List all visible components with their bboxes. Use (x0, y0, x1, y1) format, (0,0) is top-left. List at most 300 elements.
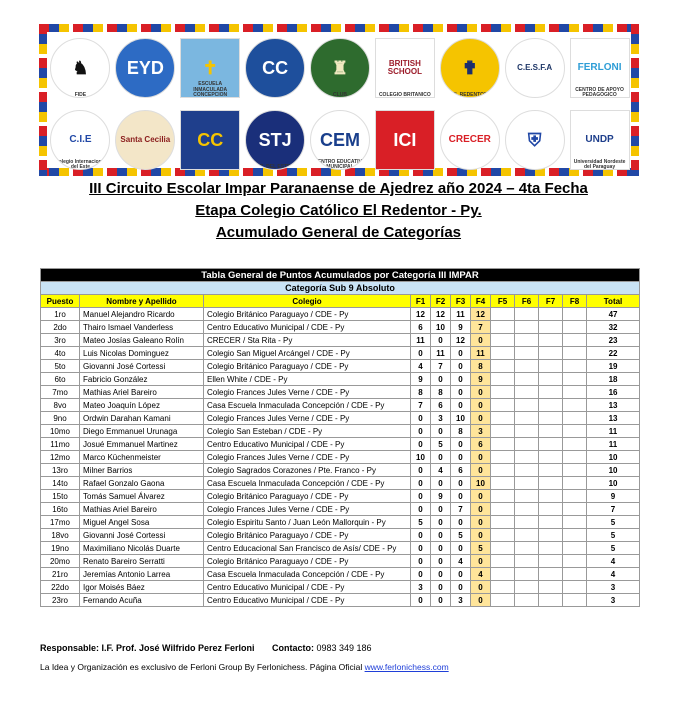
cell-school: Colegio Frances Jules Verne / CDE - Py (204, 451, 411, 464)
club-logo-caption: CLUB (333, 91, 347, 98)
cell-player-name: Diego Emmanuel Urunaga (80, 425, 204, 438)
cell-f5 (491, 516, 515, 529)
cell-f3: 0 (451, 451, 471, 464)
column-header-f2: F2 (431, 295, 451, 308)
cell-f4: 11 (471, 347, 491, 360)
cell-f1: 0 (411, 490, 431, 503)
cell-rank: 18vo (41, 529, 80, 542)
santa-rita-logo (505, 110, 565, 170)
cell-rank: 16to (41, 503, 80, 516)
cell-f7 (539, 581, 563, 594)
cell-f3: 4 (451, 555, 471, 568)
table-row (41, 399, 640, 412)
table-row (41, 386, 640, 399)
fide-logo (50, 38, 110, 98)
fide-logo-caption: FIDE (74, 91, 87, 98)
cell-total: 11 (587, 438, 640, 451)
cell-player-name: Manuel Alejandro Ricardo (80, 308, 204, 321)
sanjuan-logo (245, 110, 305, 170)
table-row (41, 321, 640, 334)
cell-f5 (491, 360, 515, 373)
cell-f6 (515, 516, 539, 529)
cem-logo-caption: CENTRO EDUCATIVO MUNICIPAL (314, 158, 366, 170)
cell-f8 (563, 347, 587, 360)
club-logo-text: ♜ (331, 57, 349, 78)
crecer-logo-text: CRECER (448, 133, 491, 145)
santa-cecilia-logo (115, 110, 175, 170)
cell-rank: 14to (41, 477, 80, 490)
cell-f6 (515, 373, 539, 386)
cell-f1: 11 (411, 334, 431, 347)
cell-f7 (539, 529, 563, 542)
cell-f5 (491, 399, 515, 412)
undp-logo (570, 110, 630, 170)
cell-total: 13 (587, 399, 640, 412)
cell-school: Ellen White / CDE - Py (204, 373, 411, 386)
cell-f3: 0 (451, 516, 471, 529)
cell-f7 (539, 477, 563, 490)
inmaculada-logo (180, 38, 240, 98)
cell-total: 47 (587, 308, 640, 321)
table-row (41, 581, 640, 594)
category-title: Acumulado General de Categorías (215, 224, 462, 241)
contacto-value: 0983 349 186 (316, 643, 372, 653)
cell-f3: 12 (451, 334, 471, 347)
cell-rank: 13ro (41, 464, 80, 477)
cell-total: 13 (587, 412, 640, 425)
eyd-logo (115, 38, 175, 98)
table-row (41, 542, 640, 555)
british-school-logo (375, 38, 435, 98)
cell-f7 (539, 386, 563, 399)
cell-f6 (515, 529, 539, 542)
cell-f1: 0 (411, 477, 431, 490)
cell-f4: 5 (471, 542, 491, 555)
british-school-logo-caption: COLEGIO BRITANICO (378, 91, 431, 98)
cell-f8 (563, 321, 587, 334)
cell-school: Centro Educativo Municipal / CDE - Py (204, 594, 411, 607)
sanjuan-logo-caption: C. DEL ESTE (259, 163, 291, 170)
british-school-logo-text: BRITISH SCHOOL (387, 58, 422, 76)
cell-f6 (515, 386, 539, 399)
cell-f6 (515, 360, 539, 373)
table-row (41, 451, 640, 464)
cell-player-name: Renato Bareiro Serratti (80, 555, 204, 568)
cell-total: 18 (587, 373, 640, 386)
cell-f1: 0 (411, 425, 431, 438)
cell-f5 (491, 386, 515, 399)
cell-f4: 0 (471, 594, 491, 607)
cell-f3: 0 (451, 581, 471, 594)
cell-school: Colegio Británico Paraguayo / CDE - Py (204, 308, 411, 321)
cell-f1: 0 (411, 542, 431, 555)
cell-f2: 11 (431, 347, 451, 360)
footer-idea (40, 662, 449, 672)
cell-f4: 0 (471, 529, 491, 542)
website-link[interactable]: www.ferlonichess.com (364, 662, 449, 672)
cell-rank: 15to (41, 490, 80, 503)
redentor-logo-caption: EL REDENTOR (451, 91, 488, 98)
cell-f7 (539, 308, 563, 321)
cell-f3: 11 (451, 308, 471, 321)
table-row (41, 438, 640, 451)
cell-f8 (563, 542, 587, 555)
cell-f8 (563, 334, 587, 347)
cell-f5 (491, 373, 515, 386)
cell-f8 (563, 308, 587, 321)
table-row (41, 477, 640, 490)
cell-f5 (491, 503, 515, 516)
cell-f8 (563, 360, 587, 373)
cell-f8 (563, 516, 587, 529)
cell-f5 (491, 451, 515, 464)
cell-rank: 2do (41, 321, 80, 334)
cell-rank: 17mo (41, 516, 80, 529)
cell-f2: 7 (431, 360, 451, 373)
cell-rank: 6to (41, 373, 80, 386)
cell-f2: 10 (431, 321, 451, 334)
cell-player-name: Maximiliano Nicolás Duarte (80, 542, 204, 555)
cell-f6 (515, 308, 539, 321)
banner-border-right (631, 24, 639, 176)
cell-f2: 0 (431, 594, 451, 607)
cell-school: Colegio Sagrados Corazones / Pte. Franco - Py (204, 464, 411, 477)
cell-f3: 0 (451, 399, 471, 412)
cell-f4: 4 (471, 568, 491, 581)
cell-f5 (491, 347, 515, 360)
cell-school: Colegio Frances Jules Verne / CDE - Py (204, 386, 411, 399)
cell-f1: 9 (411, 373, 431, 386)
column-header-total: Total (587, 295, 640, 308)
cell-f4: 0 (471, 581, 491, 594)
cell-f8 (563, 529, 587, 542)
cell-total: 5 (587, 529, 640, 542)
cell-f2: 5 (431, 438, 451, 451)
cell-f4: 0 (471, 555, 491, 568)
cell-f3: 0 (451, 568, 471, 581)
cell-f3: 5 (451, 529, 471, 542)
contacto-label: Contacto: (271, 643, 314, 653)
cell-player-name: Jeremías Antonio Larrea (80, 568, 204, 581)
table-row (41, 516, 640, 529)
cell-f8 (563, 399, 587, 412)
cell-f3: 0 (451, 347, 471, 360)
cell-f3: 7 (451, 503, 471, 516)
cell-f8 (563, 451, 587, 464)
cell-f5 (491, 438, 515, 451)
cell-f4: 10 (471, 477, 491, 490)
cell-school: Casa Escuela Inmaculada Concepción / CDE - Py (204, 568, 411, 581)
cell-total: 10 (587, 451, 640, 464)
ferloni-logo-caption: CENTRO DE APOYO PEDAGOGICO (575, 86, 624, 98)
cell-f6 (515, 451, 539, 464)
cell-total: 5 (587, 542, 640, 555)
cell-f7 (539, 594, 563, 607)
cell-f8 (563, 477, 587, 490)
cell-total: 23 (587, 334, 640, 347)
table-row (41, 594, 640, 607)
cell-f3: 0 (451, 373, 471, 386)
cell-f5 (491, 464, 515, 477)
cell-rank: 5to (41, 360, 80, 373)
cc-logo-text: CC (262, 57, 289, 78)
cell-f3: 0 (451, 386, 471, 399)
cell-total: 11 (587, 425, 640, 438)
cell-total: 10 (587, 464, 640, 477)
santa-rita-logo-text: ⛨ (527, 129, 542, 150)
cem-logo-text: CEM (320, 129, 360, 150)
cell-f6 (515, 555, 539, 568)
cell-f5 (491, 477, 515, 490)
cell-f2: 0 (431, 451, 451, 464)
column-header-f5: F5 (491, 295, 515, 308)
table-row (41, 568, 640, 581)
cell-f8 (563, 438, 587, 451)
cell-f4: 12 (471, 308, 491, 321)
cell-f8 (563, 581, 587, 594)
table-row (41, 373, 640, 386)
cell-f5 (491, 529, 515, 542)
stage-title: Etapa Colegio Católico El Redentor - Py. (195, 202, 482, 219)
cell-rank: 21ro (41, 568, 80, 581)
cell-f4: 8 (471, 360, 491, 373)
cell-f6 (515, 321, 539, 334)
cell-f3: 10 (451, 412, 471, 425)
cell-total: 32 (587, 321, 640, 334)
cell-f6 (515, 542, 539, 555)
cell-f3: 8 (451, 425, 471, 438)
cell-f4: 0 (471, 386, 491, 399)
cell-f8 (563, 373, 587, 386)
cell-total: 19 (587, 360, 640, 373)
cell-f6 (515, 399, 539, 412)
banner-border-top (39, 24, 639, 32)
cell-f8 (563, 464, 587, 477)
cell-f6 (515, 464, 539, 477)
cell-player-name: Fernando Acuña (80, 594, 204, 607)
cell-rank: 20mo (41, 555, 80, 568)
cell-f7 (539, 490, 563, 503)
cell-school: Casa Escuela Inmaculada Concepción / CDE - Py (204, 399, 411, 412)
cell-f7 (539, 542, 563, 555)
cesfa-logo (505, 38, 565, 98)
cell-rank: 23ro (41, 594, 80, 607)
table-row (41, 334, 640, 347)
cell-school: CRECER / Sta Rita - Py (204, 334, 411, 347)
cell-f1: 0 (411, 568, 431, 581)
sponsor-banner (39, 24, 639, 176)
cell-player-name: Ordwin Darahan Kamani (80, 412, 204, 425)
cell-total: 22 (587, 347, 640, 360)
cell-f2: 6 (431, 399, 451, 412)
standings-table (40, 268, 640, 607)
cell-school: Colegio Frances Jules Verne / CDE - Py (204, 412, 411, 425)
santa-cecilia-logo-text: Santa Cecilia (120, 134, 171, 144)
cell-f7 (539, 334, 563, 347)
table-row (41, 464, 640, 477)
cell-f3: 0 (451, 477, 471, 490)
cell-f1: 0 (411, 529, 431, 542)
cell-f6 (515, 581, 539, 594)
ferloni-logo (570, 38, 630, 98)
cell-f5 (491, 412, 515, 425)
cell-total: 4 (587, 568, 640, 581)
cell-total: 9 (587, 490, 640, 503)
cell-total: 5 (587, 516, 640, 529)
cell-player-name: Mateo Josías Galeano Rolín (80, 334, 204, 347)
cell-f2: 0 (431, 542, 451, 555)
cell-total: 4 (587, 555, 640, 568)
cell-total: 16 (587, 386, 640, 399)
colegio-cruce-logo (180, 110, 240, 170)
cell-f7 (539, 438, 563, 451)
ferloni-logo-text: FERLONI (577, 61, 622, 73)
cell-f6 (515, 438, 539, 451)
cell-f2: 0 (431, 516, 451, 529)
cell-player-name: Fabricio González (80, 373, 204, 386)
column-header-f7: F7 (539, 295, 563, 308)
responsable-text: Responsable: I.F. Prof. José Wilfrido Perez Ferloni (40, 643, 255, 653)
table-row (41, 360, 640, 373)
cell-f5 (491, 490, 515, 503)
cell-f5 (491, 308, 515, 321)
fide-logo-text: ♞ (72, 57, 89, 78)
column-header-f8: F8 (563, 295, 587, 308)
cell-f4: 0 (471, 451, 491, 464)
table-row (41, 529, 640, 542)
cell-f1: 5 (411, 516, 431, 529)
table-row (41, 308, 640, 321)
cell-f8 (563, 568, 587, 581)
table-row (41, 425, 640, 438)
cc-logo (245, 38, 305, 98)
cell-f1: 12 (411, 308, 431, 321)
cell-f4: 7 (471, 321, 491, 334)
cell-player-name: Marco Küchenmeister (80, 451, 204, 464)
cell-f4: 0 (471, 334, 491, 347)
cell-school: Centro Educativo Municipal / CDE - Py (204, 581, 411, 594)
column-header-f1: F1 (411, 295, 431, 308)
cell-f1: 0 (411, 438, 431, 451)
crecer-logo (440, 110, 500, 170)
cell-f3: 3 (451, 594, 471, 607)
event-title: III Circuito Escolar Impar Paranaense de Ajedrez año 2024 – 4ta Fecha (89, 180, 588, 197)
cell-rank: 12mo (41, 451, 80, 464)
ici-logo (375, 110, 435, 170)
cell-f8 (563, 412, 587, 425)
cell-f8 (563, 594, 587, 607)
cell-f4: 0 (471, 490, 491, 503)
cell-f5 (491, 581, 515, 594)
cell-f1: 0 (411, 594, 431, 607)
cell-f6 (515, 594, 539, 607)
cell-f1: 0 (411, 555, 431, 568)
cell-f6 (515, 347, 539, 360)
cell-f2: 4 (431, 464, 451, 477)
cell-player-name: Giovanni José Cortessi (80, 360, 204, 373)
cell-player-name: Rafael Gonzalo Gaona (80, 477, 204, 490)
cell-f1: 3 (411, 581, 431, 594)
cell-school: Colegio San Esteban / CDE - Py (204, 425, 411, 438)
cell-rank: 22do (41, 581, 80, 594)
cem-logo (310, 110, 370, 170)
cell-f2: 8 (431, 386, 451, 399)
cell-f4: 3 (471, 425, 491, 438)
cell-f2: 0 (431, 555, 451, 568)
cell-player-name: Miguel Angel Sosa (80, 516, 204, 529)
cell-rank: 19no (41, 542, 80, 555)
table-row (41, 412, 640, 425)
table-row (41, 347, 640, 360)
ici-logo-text: ICI (393, 129, 417, 150)
cell-f6 (515, 503, 539, 516)
column-header-f4: F4 (471, 295, 491, 308)
cell-rank: 4to (41, 347, 80, 360)
cell-school: Colegio Británico Paraguayo / CDE - Py (204, 529, 411, 542)
cell-rank: 1ro (41, 308, 80, 321)
cell-player-name: Luis Nicolas Dominguez (80, 347, 204, 360)
cell-player-name: Josué Emmanuel Martinez (80, 438, 204, 451)
cell-f7 (539, 464, 563, 477)
cell-f1: 0 (411, 503, 431, 516)
column-header-f6: F6 (515, 295, 539, 308)
cell-f2: 0 (431, 373, 451, 386)
cie-logo-text: C.I.E (69, 133, 92, 145)
cell-f1: 0 (411, 347, 431, 360)
cell-f1: 10 (411, 451, 431, 464)
cell-f8 (563, 503, 587, 516)
cell-school: Centro Educacional San Francisco de Asís/ CDE - Py (204, 542, 411, 555)
footer-contact (40, 643, 372, 653)
cell-f7 (539, 425, 563, 438)
cesfa-logo-text: C.E.S.F.A (517, 62, 553, 72)
cell-f2: 0 (431, 425, 451, 438)
cell-f4: 0 (471, 503, 491, 516)
cell-school: Colegio Británico Paraguayo / CDE - Py (204, 360, 411, 373)
cell-player-name: Mathias Ariel Bareiro (80, 386, 204, 399)
table-subtitle: Categoría Sub 9 Absoluto (41, 282, 640, 295)
title-block (0, 178, 677, 244)
cell-school: Centro Educativo Municipal / CDE - Py (204, 321, 411, 334)
cell-f3: 0 (451, 438, 471, 451)
cell-f7 (539, 373, 563, 386)
cell-f5 (491, 334, 515, 347)
cell-f3: 0 (451, 360, 471, 373)
banner-border-left (39, 24, 47, 176)
cell-f3: 6 (451, 464, 471, 477)
column-header-colegio: Colegio (204, 295, 411, 308)
redentor-logo-text: ✟ (462, 57, 478, 78)
cell-f4: 0 (471, 412, 491, 425)
cell-school: Centro Educativo Municipal / CDE - Py (204, 438, 411, 451)
cell-total: 3 (587, 581, 640, 594)
cell-f4: 9 (471, 373, 491, 386)
cell-f7 (539, 516, 563, 529)
column-header-f3: F3 (451, 295, 471, 308)
cell-f6 (515, 568, 539, 581)
cell-f5 (491, 555, 515, 568)
cell-f5 (491, 594, 515, 607)
table-header-row (41, 295, 640, 308)
cell-f7 (539, 360, 563, 373)
cell-total: 10 (587, 477, 640, 490)
cell-f7 (539, 412, 563, 425)
table-row (41, 503, 640, 516)
cie-logo (50, 110, 110, 170)
cell-f2: 0 (431, 568, 451, 581)
cell-school: Colegio Frances Jules Verne / CDE - Py (204, 503, 411, 516)
cell-f2: 0 (431, 503, 451, 516)
